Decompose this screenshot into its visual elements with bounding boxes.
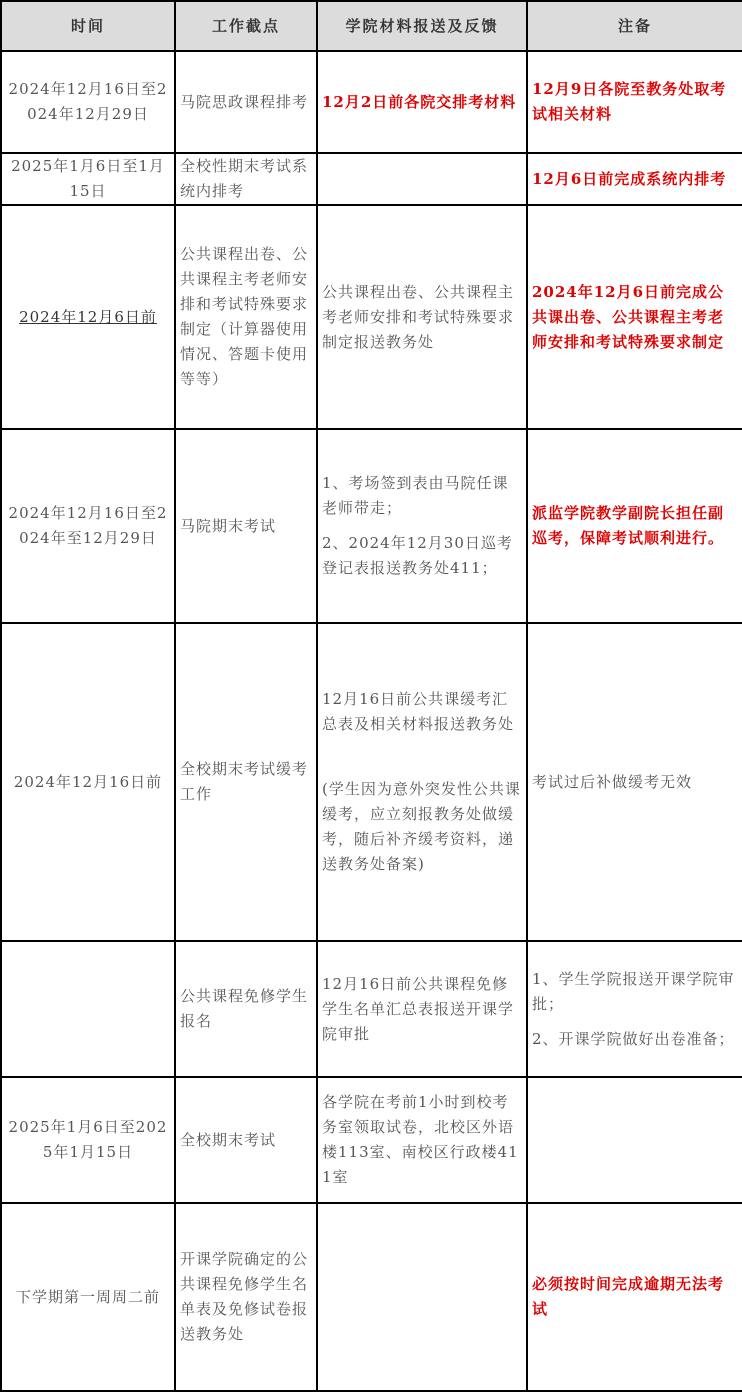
materials-cell: [317, 623, 527, 941]
table-row: [1, 941, 742, 1077]
notes-cell: [527, 1203, 742, 1391]
table-row: [1, 429, 742, 623]
time-cell: [1, 941, 175, 1077]
materials-cell: [317, 205, 527, 429]
time-text: 2024年12月6日前: [19, 307, 157, 326]
materials-cell: [317, 429, 527, 623]
materials-cell: [317, 51, 527, 153]
stage-cell: 公共课程出卷、公共课程主考老师安排和考试特殊要求制定（计算器使用情况、答题卡使用等等）: [175, 205, 317, 429]
time-cell: 2024年12月16日至2024年至12月29日: [1, 429, 175, 623]
notes-text: 派监学院教学副院长担任副巡考，保障考试顺利进行。: [532, 504, 725, 547]
header-stage: 工作截点: [175, 1, 317, 51]
materials-cell: [317, 941, 527, 1077]
materials-text: 各学院在考前1小时到校考务室领取试卷，北校区外语楼113室、南校区行政楼411室: [322, 1093, 519, 1186]
header-time: 时间: [1, 1, 175, 51]
stage-cell: 马院期末考试: [175, 429, 317, 623]
table-row: [1, 51, 742, 153]
materials-text: 公共课程出卷、公共课程主考老师安排和考试特殊要求制定报送教务处: [322, 282, 515, 351]
header-notes: 注备: [527, 1, 742, 51]
time-cell: 2024年12月16日前: [1, 623, 175, 941]
notes-text: 12月9日各院至教务处取考试相关材料: [532, 80, 727, 123]
stage-cell: 开课学院确定的公共课程免修学生名单表及免修试卷报送教务处: [175, 1203, 317, 1391]
notes-cell: [527, 429, 742, 623]
table-row: [1, 623, 742, 941]
materials-text: 1、考场签到表由马院任课老师带走；: [322, 474, 509, 517]
materials-cell: [317, 153, 527, 205]
notes-cell: [527, 623, 742, 941]
time-cell: 2025年1月6日至1月15日: [1, 153, 175, 205]
table-row: [1, 1077, 742, 1203]
notes-text: 2024年12月6日前完成公共课出卷、公共课程主考老师安排和考试特殊要求制定: [532, 282, 725, 351]
materials-text: (学生因为意外突发性公共课缓考，应立刻报教务处做缓考，随后补齐缓考资料，递送教务处备案): [322, 780, 521, 873]
time-cell: 下学期第一周周二前: [1, 1203, 175, 1391]
stage-cell: 全校期末考试缓考工作: [175, 623, 317, 941]
materials-text: 12月2日前各院交排考材料: [322, 92, 517, 111]
notes-cell: [527, 941, 742, 1077]
materials-cell: [317, 1077, 527, 1203]
notes-cell: [527, 1077, 742, 1203]
notes-text: 12月6日前完成系统内排考: [532, 169, 727, 188]
time-cell: [1, 205, 175, 429]
notes-cell: [527, 153, 742, 205]
stage-cell: 公共课程免修学生报名: [175, 941, 317, 1077]
notes-text: 1、学生学院报送开课学院审批；: [532, 969, 735, 1013]
header-materials: 学院材料报送及反馈: [317, 1, 527, 51]
stage-cell: 马院思政课程排考: [175, 51, 317, 153]
notes-text: 2、开课学院做好出卷准备；: [532, 1029, 735, 1048]
table-row: [1, 153, 742, 205]
time-cell: 2024年12月16日至2024年12月29日: [1, 51, 175, 153]
stage-cell: 全校性期末考试系统内排考: [175, 153, 317, 205]
materials-cell: [317, 1203, 527, 1391]
materials-text: 12月16日前公共课程免修学生名单汇总表报送开课学院审批: [322, 974, 515, 1043]
table-row: [1, 205, 742, 429]
notes-text: 必须按时间完成逾期无法考试: [532, 1275, 725, 1318]
materials-text: 2、2024年12月30日巡考登记表报送教务处411；: [322, 534, 513, 577]
stage-cell: 全校期末考试: [175, 1077, 317, 1203]
notes-text: 考试过后补做缓考无效: [532, 772, 693, 791]
materials-text: 12月16日前公共课缓考汇总表及相关材料报送教务处: [322, 690, 515, 733]
notes-cell: [527, 205, 742, 429]
time-cell: 2025年1月6日至2025年1月15日: [1, 1077, 175, 1203]
table-row: [1, 1203, 742, 1391]
notes-cell: [527, 51, 742, 153]
header-row: [1, 1, 742, 51]
